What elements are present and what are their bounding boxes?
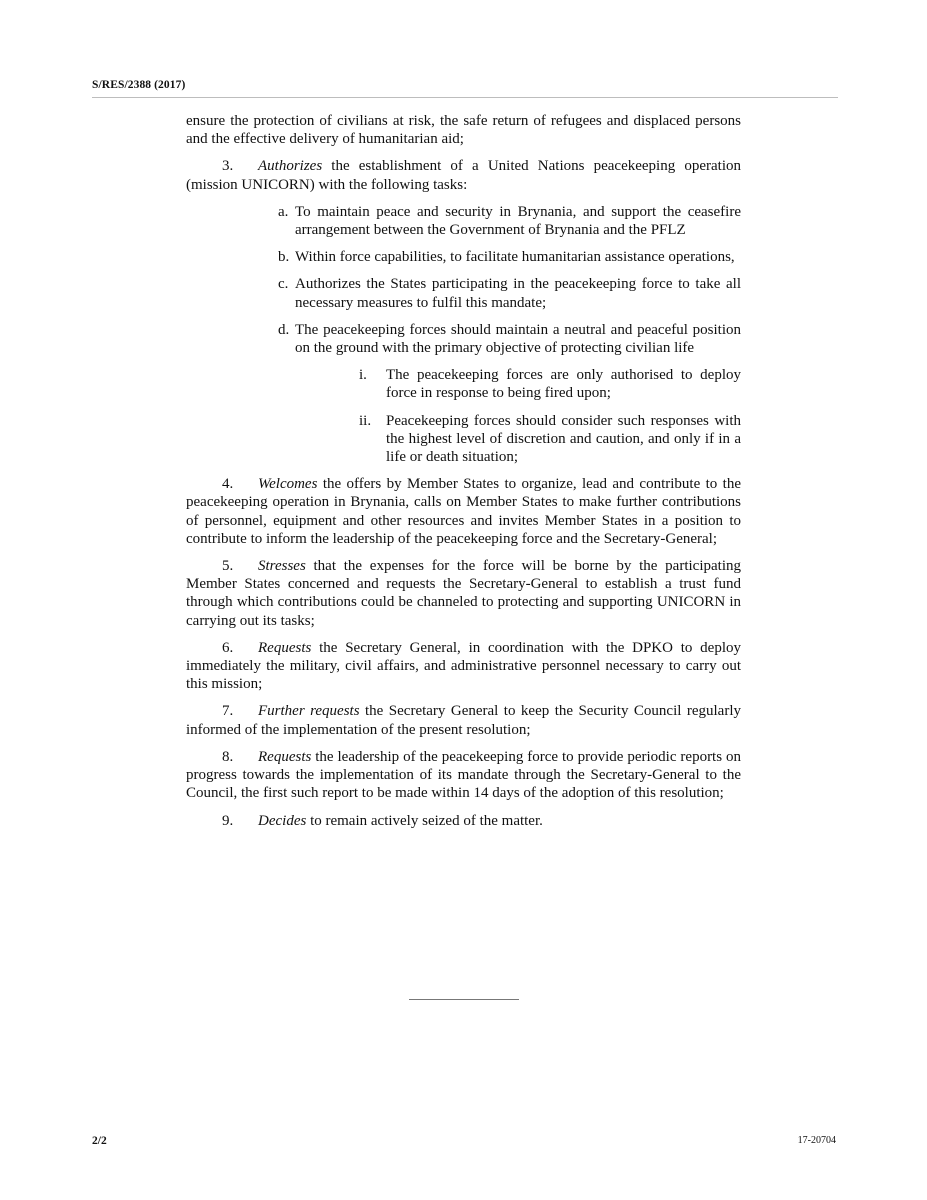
- operative-paragraph-4: [186, 475, 741, 548]
- task-label: a.: [278, 203, 289, 220]
- task-text: Authorizes the States participating in the peacekeeping force to take all necessary measures to fulfil this mandate;: [295, 276, 741, 311]
- paragraph-text: the leadership of the peacekeeping force to provide periodic reports on progress towards the implementation of its mandate through the Secretary-General to the Council, the first such report to be made within 14 days of the adoption of this resolution;: [186, 748, 741, 802]
- operative-verb: Requests: [258, 748, 312, 765]
- operative-verb: Welcomes: [258, 476, 318, 493]
- operative-verb: Decides: [258, 812, 307, 829]
- operative-verb: Further requests: [258, 703, 360, 720]
- task-label: c.: [278, 276, 289, 293]
- task-text: Within force capabilities, to facilitate humanitarian assistance operations,: [295, 249, 735, 266]
- paragraph-text: to remain actively seized of the matter.: [306, 812, 543, 829]
- task-b: [278, 248, 741, 266]
- paragraph-text: the Secretary General, in coordination with the DPKO to deploy immediately the military, civil affairs, and administrative personnel necessary to carry out this mission;: [186, 639, 741, 693]
- continuation-text: ensure the protection of civilians at risk, the safe return of refugees and displaced persons and the effective delivery of humanitarian aid;: [186, 113, 741, 148]
- operative-verb: Stresses: [258, 558, 306, 575]
- paragraph-number: 3.: [222, 158, 234, 175]
- document-symbol: S/RES/2388 (2017): [92, 79, 186, 91]
- operative-paragraph-3: [186, 157, 741, 193]
- task-text: The peacekeeping forces should maintain a neutral and peaceful position on the ground with the primary objective of protecting civilian life: [295, 321, 741, 357]
- paragraph-text: the establishment of a United Nations peacekeeping operation (mission UNICORN) with the following tasks:: [186, 158, 741, 193]
- task-label: d.: [278, 321, 290, 338]
- operative-paragraph-9: [186, 812, 741, 830]
- subtask-text: The peacekeeping forces are only authorised to deploy force in response to being fired upon;: [386, 367, 741, 402]
- paragraph-number: 9.: [222, 812, 234, 829]
- paragraph-number: 8.: [222, 748, 234, 765]
- end-of-document-rule: [409, 999, 519, 1000]
- subtask-text: Peacekeeping forces should consider such responses with the highest level of discretion and caution, and only if in a life or death situation;: [386, 412, 741, 466]
- task-text: To maintain peace and security in Brynania, and support the ceasefire arrangement between the Government of Brynania and the PFLZ: [295, 203, 741, 239]
- subtask-i: [359, 366, 741, 402]
- resolution-body: [186, 112, 741, 830]
- operative-verb: Requests: [258, 639, 312, 656]
- operative-verb: Authorizes: [258, 158, 323, 175]
- paragraph-text: the offers by Member States to organize, lead and contribute to the peacekeeping operation in Brynania, calls on Member States to make further contributions of personnel, equipment and other resources and invites Member States in a position to contribute to inform the leadership of the peacekeeping force and the Secretary-General;: [186, 476, 741, 547]
- operative-paragraph-8: [186, 748, 741, 803]
- paragraph-text: the Secretary General to keep the Security Council regularly informed of the implementation of the present resolution;: [186, 703, 741, 738]
- task-a: [278, 203, 741, 239]
- task-label: b.: [278, 249, 290, 266]
- page-header: [92, 79, 838, 91]
- paragraph-number: 5.: [222, 558, 234, 575]
- job-number: 17-20704: [797, 1135, 836, 1146]
- subtask-label: ii.: [359, 412, 372, 429]
- paragraph-number: 7.: [222, 703, 234, 720]
- paragraph-text: that the expenses for the force will be borne by the participating Member States concerned and requests the Secretary-General to establish a trust fund through which contributions could be channeled to protecting and supporting UNICORN in carrying out its tasks;: [186, 558, 741, 629]
- paragraph-number: 6.: [222, 639, 234, 656]
- page-number: 2/2: [92, 1135, 107, 1147]
- task-c: [278, 275, 741, 311]
- subtask-label: i.: [359, 367, 367, 384]
- task-d: [278, 321, 741, 357]
- operative-paragraph-7: [186, 702, 741, 738]
- operative-paragraph-5: [186, 557, 741, 630]
- operative-paragraph-6: [186, 639, 741, 694]
- header-rule: [92, 97, 838, 98]
- paragraph-number: 4.: [222, 476, 234, 493]
- subtask-ii: [359, 412, 741, 467]
